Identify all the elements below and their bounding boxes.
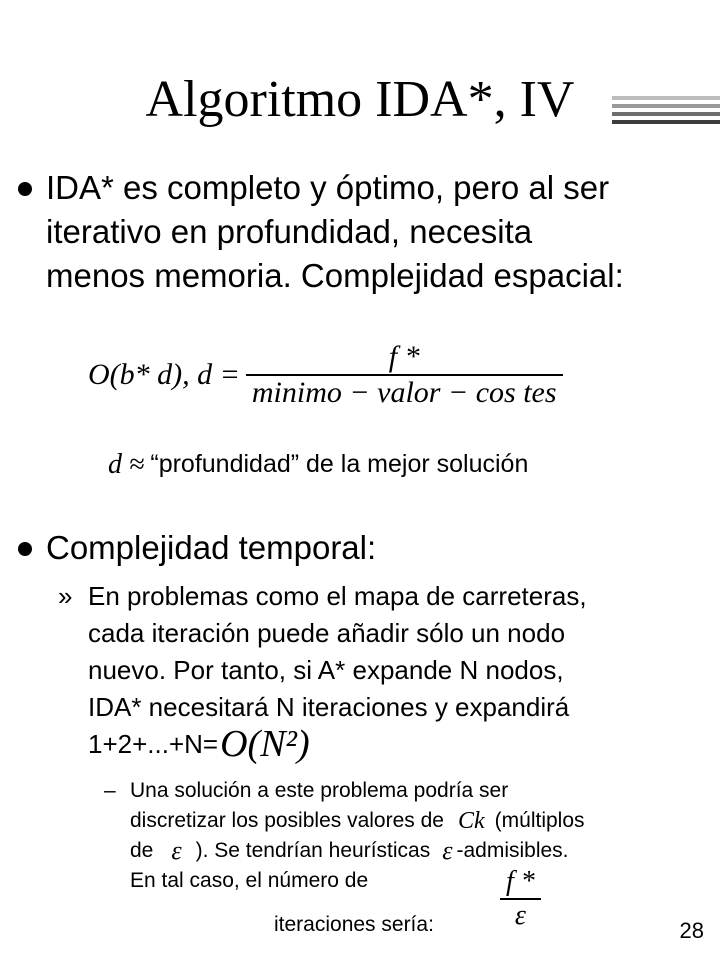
sub-bullet-1-line: 1+2+...+N=: [88, 729, 219, 759]
formula-fraction: [246, 340, 563, 410]
bullet-1-line: iterativo en profundidad, necesita: [46, 213, 533, 250]
fraction-numerator: f *: [388, 340, 420, 373]
iterations-formula: [500, 866, 541, 932]
fraction-denominator: minimo − valor − cos tes: [251, 376, 557, 409]
sub-bullet-2-line: de: [130, 839, 154, 862]
sub-sub-bullet-marker: –: [104, 779, 116, 802]
sub-bullet-1-text: [88, 578, 713, 763]
title-decoration: [612, 96, 720, 128]
sub-bullet-2-line: En tal caso, el número de: [130, 869, 369, 892]
bullet-2-text: Complejidad temporal:: [46, 529, 377, 566]
iterations-label: iteraciones sería:: [274, 913, 434, 936]
slide-title: Algoritmo IDA*, IV: [145, 71, 575, 128]
formula-lhs: O(b* d), d =: [88, 358, 240, 391]
sub-bullet-2-text: [130, 776, 710, 896]
fraction-denominator: ε: [514, 900, 526, 931]
iterations-fraction: [500, 866, 541, 932]
fraction-numerator: f *: [506, 866, 535, 897]
bullet-1-line: menos memoria. Complejidad espacial:: [46, 257, 624, 294]
sub-bullet-2-line: ). Se tendrían heurísticas: [195, 839, 431, 862]
sub-bullet-1-line: IDA* necesitará N iteraciones y expandirá: [88, 692, 570, 722]
time-complexity-formula: O(N²): [220, 723, 310, 765]
epsilon-symbol: ε: [442, 836, 453, 865]
sub-bullet-1-line: nuevo. Por tanto, si A* expande N nodos,: [88, 655, 564, 685]
depth-symbol: d ≈: [108, 448, 145, 480]
epsilon-symbol: ε: [171, 836, 182, 865]
sub-bullet-1-line: cada iteración puede añadir sólo un nodo: [88, 618, 566, 648]
sub-bullet-1-line: En problemas como el mapa de carreteras,: [88, 581, 587, 611]
bullet-icon: [18, 542, 32, 556]
sub-bullet-2-line: -admisibles.: [456, 839, 569, 862]
page-number: 28: [679, 918, 704, 943]
bullet-icon: [18, 182, 32, 196]
space-complexity-formula: [88, 340, 563, 410]
sub-bullet-2-line: (múltiplos: [494, 809, 585, 832]
sub-bullet-2-line: discretizar los posibles valores de: [130, 809, 444, 832]
sub-bullet-2-line: Una solución a este problema podría ser: [130, 779, 509, 802]
depth-approx-line: [108, 446, 528, 483]
ck-symbol: Ck: [457, 808, 485, 834]
bullet-1-text: [46, 166, 706, 298]
depth-description: “profundidad” de la mejor solución: [150, 450, 529, 478]
sub-bullet-marker: »: [58, 581, 73, 611]
bullet-1-line: IDA* es completo y óptimo, pero al ser: [46, 169, 610, 206]
